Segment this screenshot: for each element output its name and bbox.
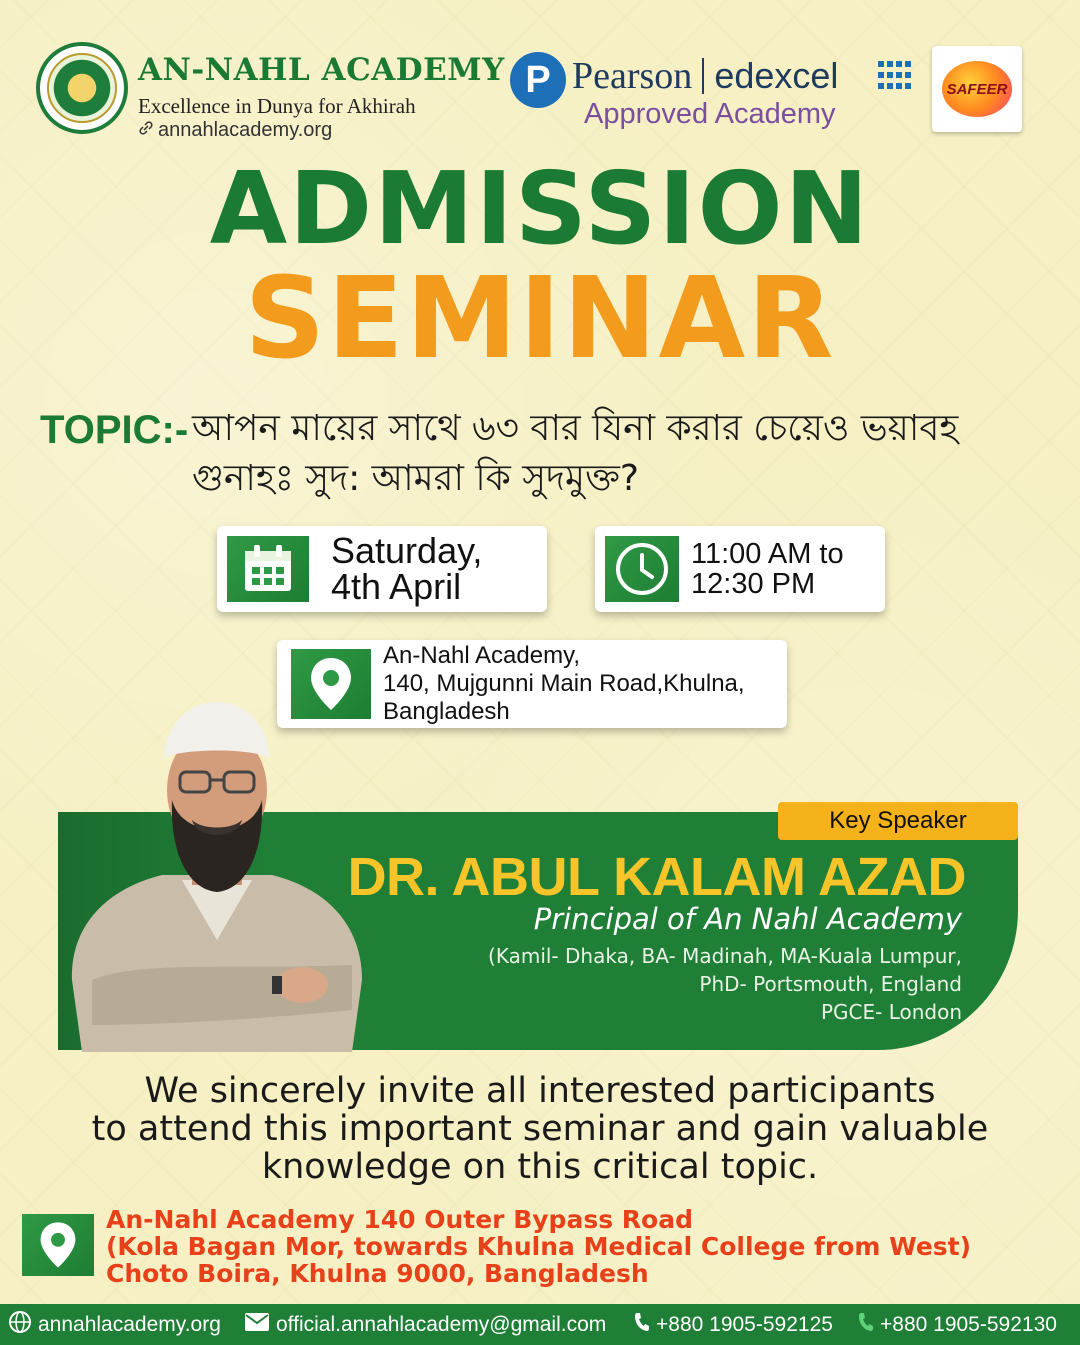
partner-badge: Approved Academy bbox=[584, 98, 836, 130]
edexcel-dots-icon bbox=[878, 61, 912, 91]
brand-url[interactable] bbox=[138, 119, 332, 142]
key-speaker-badge: Key Speaker bbox=[778, 802, 1018, 840]
academy-logo bbox=[36, 42, 128, 134]
title-line2: SEMINAR bbox=[244, 254, 836, 384]
speaker-name: DR. ABUL KALAM AZAD bbox=[347, 847, 966, 907]
footer-phone-1-text: +880 1905-592125 bbox=[656, 1312, 833, 1336]
footer-email[interactable] bbox=[244, 1312, 606, 1338]
speaker-role: Principal of An Nahl Academy bbox=[533, 902, 962, 936]
address-block bbox=[106, 1206, 971, 1287]
clock-icon bbox=[605, 536, 679, 602]
date-card bbox=[217, 526, 547, 612]
pearson-logo: P bbox=[510, 52, 566, 108]
venue-line1: An-Nahl Academy, bbox=[383, 642, 580, 669]
invite-line3: knowledge on this critical topic. bbox=[261, 1147, 819, 1187]
sponsor-logo bbox=[932, 46, 1022, 132]
quals-line2: PhD- Portsmouth, England bbox=[699, 972, 962, 996]
time-line1: 11:00 AM to bbox=[691, 538, 844, 570]
brand-name: AN-NAHL ACADEMY bbox=[138, 52, 505, 88]
calendar-icon bbox=[227, 536, 309, 602]
phone-icon bbox=[634, 1312, 650, 1338]
globe-icon bbox=[8, 1310, 32, 1340]
brand-url-text: annahlacademy.org bbox=[158, 119, 333, 141]
link-icon bbox=[138, 119, 154, 142]
phone-icon bbox=[858, 1312, 874, 1338]
footer-phone-2[interactable] bbox=[858, 1312, 1057, 1338]
partner-wordmark bbox=[572, 54, 838, 98]
title-line1: ADMISSION bbox=[209, 150, 871, 267]
time-line2: 12:30 PM bbox=[691, 568, 816, 600]
sponsor-name: SAFEER bbox=[942, 61, 1012, 117]
invite-line2: to attend this important seminar and gain valuable bbox=[91, 1109, 989, 1149]
mail-icon bbox=[244, 1312, 270, 1338]
address-line2: (Kola Bagan Mor, towards Khulna Medical College from West) bbox=[106, 1232, 972, 1261]
address-line3: Choto Boira, Khulna 9000, Bangladesh bbox=[106, 1259, 649, 1288]
topic-label: TOPIC:- bbox=[40, 408, 189, 452]
location-pin-icon bbox=[22, 1214, 94, 1276]
footer-phone-2-text: +880 1905-592130 bbox=[880, 1312, 1057, 1336]
venue-line3: Bangladesh bbox=[383, 698, 510, 725]
footer-website-text: annahlacademy.org bbox=[38, 1312, 221, 1336]
date-line2: 4th April bbox=[331, 566, 462, 607]
brand-tagline: Excellence in Dunya for Akhirah bbox=[138, 94, 416, 118]
footer-phone-1[interactable] bbox=[634, 1312, 833, 1338]
speaker-qualifications bbox=[320, 942, 962, 1026]
address-line1: An-Nahl Academy 140 Outer Bypass Road bbox=[106, 1205, 693, 1234]
footer-website[interactable] bbox=[8, 1310, 221, 1340]
topic-text: আপন মায়ের সাথে ৬৩ বার যিনা করার চেয়েও ভয়াবহ গুনাহঃ সুদ: আমরা কি সুদমুক্ত? bbox=[192, 408, 959, 499]
partner-name: Pearson bbox=[572, 55, 693, 97]
time-card bbox=[595, 526, 885, 612]
quals-line3: PGCE- London bbox=[820, 1000, 962, 1024]
quals-line1: (Kamil- Dhaka, BA- Madinah, MA-Kuala Lumpur, bbox=[488, 944, 962, 968]
partner-sub: edexcel bbox=[714, 55, 839, 96]
venue-line2: 140, Mujgunni Main Road,Khulna, bbox=[383, 670, 745, 697]
footer-bar bbox=[0, 1304, 1080, 1345]
footer-email-text: official.annahlacademy@gmail.com bbox=[276, 1312, 607, 1336]
date-line1: Saturday, bbox=[331, 530, 483, 571]
invitation-text bbox=[20, 1072, 1060, 1186]
invite-line1: We sincerely invite all interested participants bbox=[144, 1071, 936, 1111]
